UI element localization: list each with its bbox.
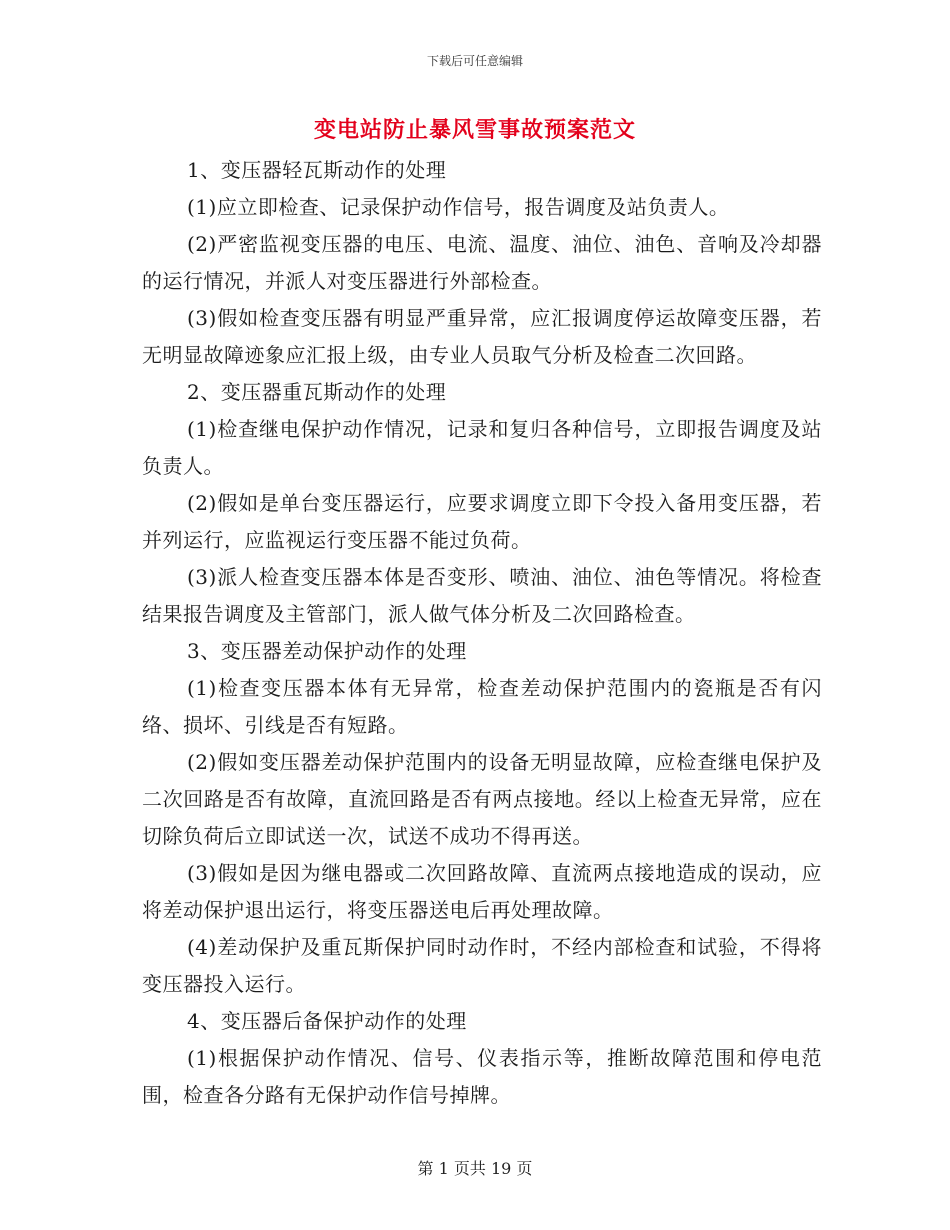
section-heading: 1、变压器轻瓦斯动作的处理: [187, 158, 447, 182]
list-item: (4)差动保护及重瓦斯保护同时动作时，不经内部检查和试验，不得将变压器投入运行。: [142, 935, 822, 996]
section-heading: 4、变压器后备保护动作的处理: [187, 1009, 467, 1033]
list-item: (2)假如是单台变压器运行，应要求调度立即下令投入备用变压器，若并列运行，应监视运行变压器不能过负荷。: [142, 491, 822, 552]
list-item: (3)派人检查变压器本体是否变形、喷油、油位、油色等情况。将检查结果报告调度及主管部门，派人做气体分析及二次回路检查。: [142, 565, 822, 626]
list-item: (3)假如检查变压器有明显严重异常，应汇报调度停运故障变压器，若无明显故障迹象应汇报上级，由专业人员取气分析及检查二次回路。: [142, 306, 822, 367]
list-item: (1)根据保护动作情况、信号、仪表指示等，推断故障范围和停电范围，检查各分路有无保护动作信号掉牌。: [142, 1046, 822, 1107]
list-item: (1)应立即检查、记录保护动作信号，报告调度及站负责人。: [187, 195, 730, 219]
document-body: [142, 152, 822, 1114]
page-header: 下载后可任意编辑: [426, 54, 523, 68]
document-title: 变电站防止暴风雪事故预案范文: [313, 117, 636, 143]
list-item: (1)检查继电保护动作情况，记录和复归各种信号，立即报告调度及站负责人。: [142, 417, 822, 478]
list-item: (2)假如变压器差动保护范围内的设备无明显故障，应检查继电保护及二次回路是否有故障，直流回路是否有两点接地。经以上检查无异常，应在切除负荷后立即试送一次，试送不成功不得再送。: [142, 750, 822, 848]
section-heading: 3、变压器差动保护动作的处理: [187, 639, 467, 663]
list-item: (1)检查变压器本体有无异常，检查差动保护范围内的瓷瓶是否有闪络、损坏、引线是否有短路。: [142, 676, 822, 737]
page-footer: 第 1 页共 19 页: [417, 1159, 533, 1178]
section-heading: 2、变压器重瓦斯动作的处理: [187, 380, 447, 404]
list-item: (2)严密监视变压器的电压、电流、温度、油位、油色、音响及冷却器的运行情况，并派人对变压器进行外部检查。: [142, 232, 822, 293]
list-item: (3)假如是因为继电器或二次回路故障、直流两点接地造成的误动，应将差动保护退出运行，将变压器送电后再处理故障。: [142, 861, 822, 922]
